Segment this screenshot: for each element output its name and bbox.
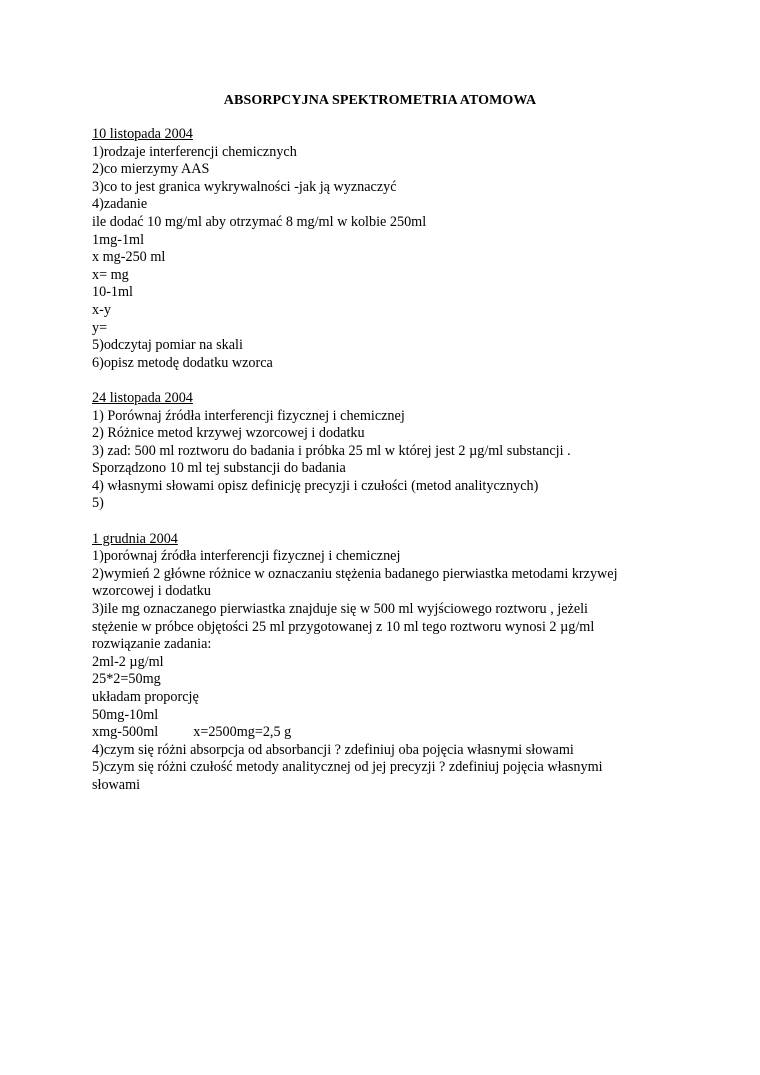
text-line: 2)co mierzymy AAS	[92, 161, 210, 178]
text-line: 50mg-10ml	[92, 706, 159, 723]
text-line: 25*2=50mg	[92, 671, 161, 688]
text-line: rozwiązanie zadania:	[92, 636, 212, 653]
text-line: 2) Różnice metod krzywej wzorcowej i dodatku	[92, 425, 365, 442]
text-line: Sporządzono 10 ml tej substancji do badania	[92, 460, 346, 477]
calculation-left: xmg-500ml	[92, 724, 159, 741]
text-line: 2)wymień 2 główne różnice w oznaczaniu stężenia badanego pierwiastka metodami krzywej	[92, 565, 618, 582]
text-line: układam proporcję	[92, 689, 199, 705]
text-line: 6)opisz metodę dodatku wzorca	[92, 354, 273, 371]
calculation-line	[92, 724, 682, 742]
text-line: 5)odczytaj pomiar na skali	[92, 337, 243, 354]
section-date-heading: 1 grudnia 2004	[92, 530, 178, 547]
text-line: 4)zadanie	[92, 196, 148, 213]
calculation-right: x=2500mg=2,5 g	[193, 724, 292, 741]
text-line: 5)	[92, 495, 104, 512]
text-line: 3)ile mg oznaczanego pierwiastka znajduje się w 500 ml wyjściowego roztworu , jeżeli	[92, 601, 589, 618]
text-line: 4)czym się różni absorpcja od absorbancji ? zdefiniuj oba pojęcia własnymi słowami	[92, 741, 574, 758]
text-line: 1)rodzaje interferencji chemicznych	[92, 143, 297, 160]
paragraph-gap	[92, 372, 682, 390]
document-body	[92, 126, 682, 795]
text-line: y=	[92, 319, 108, 336]
text-line: stężenie w próbce objętości 25 ml przygotowanej z 10 ml tego roztworu wynosi 2 µg/ml	[92, 618, 595, 635]
text-line: 4) własnymi słowami opisz definicję precyzji i czułości (metod analitycznych)	[92, 477, 539, 494]
text-line: 1)porównaj źródła interferencji fizycznej i chemicznej	[92, 548, 401, 565]
text-line: x= mg	[92, 266, 129, 283]
text-line: 10-1ml	[92, 284, 133, 301]
section-date-heading: 10 listopada 2004	[92, 126, 193, 142]
document-title: ABSORPCYJNA SPEKTROMETRIA ATOMOWA	[223, 93, 537, 108]
text-line: 1) Porównaj źródła interferencji fizycznej i chemicznej	[92, 407, 405, 424]
text-line: wzorcowej i dodatku	[92, 583, 211, 600]
paragraph-gap	[92, 513, 682, 531]
text-line: 1mg-1ml	[92, 231, 145, 248]
text-line: 2ml-2 µg/ml	[92, 653, 164, 670]
section-date-heading: 24 listopada 2004	[92, 389, 193, 406]
text-line: 3) zad: 500 ml roztworu do badania i próbka 25 ml w której jest 2 µg/ml substancji .	[92, 442, 571, 459]
text-line: 5)czym się różni czułość metody analitycznej od jej precyzji ? zdefiniuj pojęcia własnymi	[92, 759, 603, 776]
text-line: słowami	[92, 776, 141, 793]
text-line: x-y	[92, 301, 111, 318]
text-line: 3)co to jest granica wykrywalności -jak ją wyznaczyć	[92, 178, 397, 195]
text-line: x mg-250 ml	[92, 249, 166, 266]
text-line: ile dodać 10 mg/ml aby otrzymać 8 mg/ml w kolbie 250ml	[92, 213, 427, 230]
